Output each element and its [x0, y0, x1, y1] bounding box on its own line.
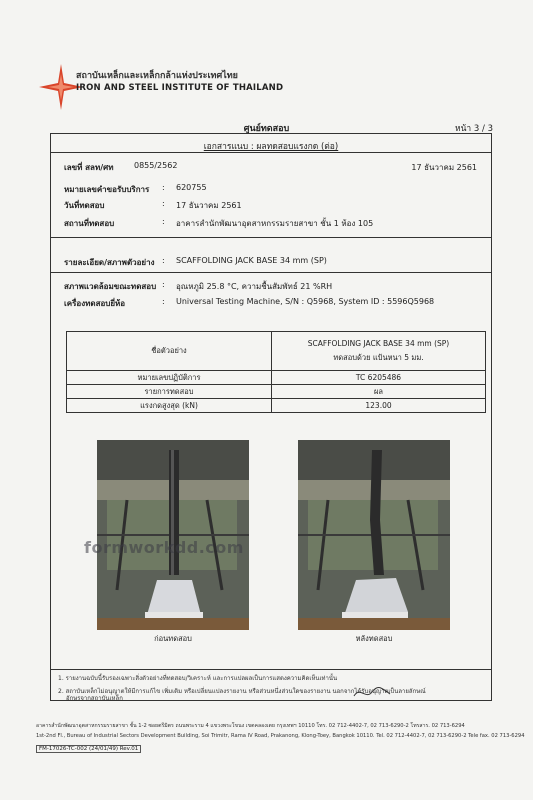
row-label: แรงกดสูงสุด (kN)	[67, 399, 272, 413]
service-no-value: 620755	[176, 183, 207, 192]
table-row	[67, 385, 486, 399]
machine-value: Universal Testing Machine, S/N : Q5968, System ID : 5596Q5968	[176, 297, 435, 306]
test-place-label: สถานที่ทดสอบ	[64, 219, 115, 228]
note-1: 1. รายงานฉบับนี้รับรองเฉพาะสิ่งตัวอย่างที่ทดสอบ/วิเคราะห์ และการแปลผลเป็นการแสดงความคิดเห็นเท่านั้น	[58, 675, 338, 682]
report-date: 17 ธันวาคม 2561	[411, 163, 477, 172]
signature-mark	[352, 684, 392, 702]
center-title: ศูนย์ทดสอบ	[243, 124, 290, 134]
row-label: รายการทดสอบ	[67, 385, 272, 399]
photo-before-image	[97, 440, 249, 630]
row-value: 123.00	[272, 399, 486, 413]
divider	[51, 237, 491, 238]
colon: :	[162, 297, 165, 306]
machine-label: เครื่องทดสอบยี่ห้อ	[64, 299, 126, 308]
photo-after-image	[298, 440, 450, 630]
row-value: TC 6205486	[272, 371, 486, 385]
institute-name-thai: สถาบันเหล็กและเหล็กกล้าแห่งประเทศไทย	[76, 71, 238, 81]
table-row	[67, 371, 486, 385]
footer-address-thai: อาคารสำนักพัฒนาอุตสาหกรรมรายสาขา ชั้น 1-2 ซอยตรีมิตร ถนนพระราม 4 แขวงพระโขนง เขตคลองเตย กรุงเทพฯ 10110 โทร. 02 712-4402-7, 02 713-6290-2 โทรสาร. 02 713-6294	[36, 723, 465, 729]
test-place-value: อาคารสำนักพัฒนาอุตสาหกรรมรายสาขา ชั้น 1 ห้อง 105	[176, 219, 374, 228]
environment-value: อุณหภูมิ 25.8 °C, ความชื้นสัมพัทธ์ 21 %RH	[176, 282, 333, 291]
colon: :	[162, 280, 165, 289]
divider	[51, 152, 491, 153]
before-test-caption: ก่อนทดสอบ	[154, 634, 192, 643]
colon: :	[162, 217, 165, 226]
watermark-text: formworkdd.com	[84, 538, 244, 557]
table-header-row	[67, 332, 486, 371]
row-value: ผล	[272, 385, 486, 399]
form-code: FM-17026-TC-002 (24/01/49) Rev.01	[36, 745, 141, 753]
divider	[51, 272, 491, 273]
photo-before-test	[97, 440, 249, 630]
sample-name-line2: ทดสอบด้วย แป้นหนา 5 มม.	[333, 352, 424, 362]
divider	[51, 669, 491, 670]
sample-name-header: ชื่อตัวอย่าง	[67, 332, 272, 371]
test-date-label: วันที่ทดสอบ	[64, 201, 105, 210]
results-table	[66, 331, 486, 413]
after-test-caption: หลังทดสอบ	[355, 634, 393, 643]
document-title: เอกสารแนบ : ผลทดสอบแรงกด (ต่อ)	[203, 142, 339, 152]
footer-address-english: 1st-2nd Fl., Bureau of Industrial Sectors Development Building, Soi Trimitr, Rama IV Road, Prakanong, Klong-Toey, Bangkok 10110. Tel. 02 712-4402-7, 02 713-6290-2 Tele fax. 02 713-6294	[36, 733, 525, 739]
note-2-continued: อักษรจากสถาบันเหล็ก	[66, 695, 123, 702]
sample-name-value	[272, 332, 486, 371]
report-no-value: 0855/2562	[134, 161, 178, 170]
sample-label: รายละเอียด/สภาพตัวอย่าง	[64, 258, 155, 267]
note-2: 2. สถาบันเหล็กไม่อนุญาตให้มีการแก้ไข เพิ่มเติม หรือเปลี่ยนแปลงรายงาน หรือส่วนหนึ่งส่วนใดของรายงาน นอกจากได้รับอนุญาตเป็นลายลักษณ์	[58, 688, 426, 695]
colon: :	[162, 183, 165, 192]
photo-after-test	[298, 440, 450, 630]
sample-value: SCAFFOLDING JACK BASE 34 mm (SP)	[176, 256, 327, 265]
table-row	[67, 399, 486, 413]
service-no-label: หมายเลขคำขอรับบริการ	[64, 185, 150, 194]
row-label: หมายเลขปฏิบัติการ	[67, 371, 272, 385]
sample-name-line1: SCAFFOLDING JACK BASE 34 mm (SP)	[307, 338, 450, 348]
test-date-value: 17 ธันวาคม 2561	[176, 201, 242, 210]
institute-name-english: IRON AND STEEL INSTITUTE OF THAILAND	[76, 83, 284, 93]
report-no-label: เลขที่ สลท/ศท	[64, 163, 114, 172]
colon: :	[162, 256, 165, 265]
colon: :	[162, 199, 165, 208]
environment-label: สภาพแวดล้อมขณะทดสอบ	[64, 282, 157, 291]
page-number: หน้า 3 / 3	[455, 124, 493, 134]
